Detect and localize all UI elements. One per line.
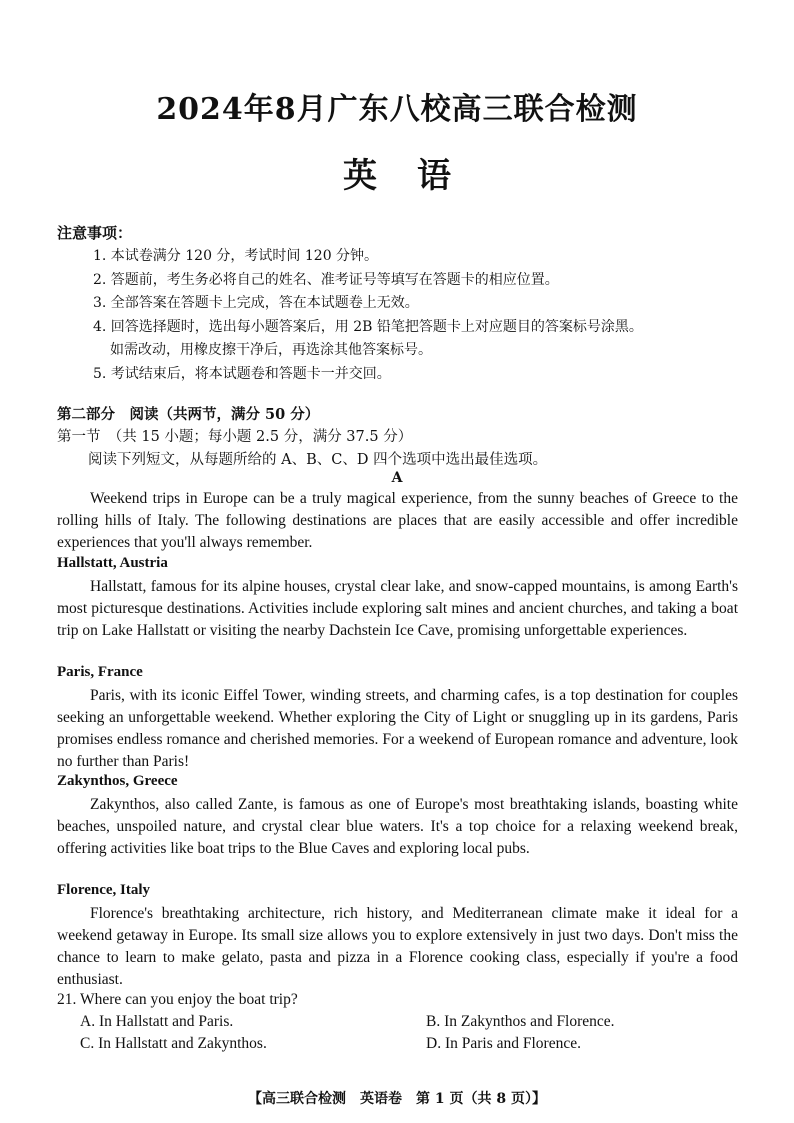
page-footer: 【高三联合检测 英语卷 第 1 页（共 8 页）】 [248,1091,546,1107]
notice-item: 1. 本试卷满分 120 分，考试时间 120 分钟。 [93,248,379,264]
question-21-stem: 21. Where can you enjoy the boat trip? [57,991,298,1008]
destination-heading: Florence, Italy [57,882,151,898]
notice-item: 3. 全部答案在答题卡上完成，答在本试题卷上无效。 [93,295,419,311]
reading-instruction: 阅读下列短文，从每题所给的 A、B、C、D 四个选项中选出最佳选项。 [88,452,548,468]
question-21-option-a: A. In Hallstatt and Paris. [80,1013,234,1030]
destination-paragraph: Paris, with its iconic Eiffel Tower, winding streets, and charming cafes, is a top destination for couples seeking an unforgettable weekend. Whether exploring the City of Light or snuggling up in its gardens, Paris promises endless romance and cherished memories. For a weekend of European romance and adventure, look no further than Paris! [57,687,738,770]
destination-heading: Zakynthos, Greece [57,773,178,789]
section-one-heading: 第一节 （共 15 小题；每小题 2.5 分，满分 37.5 分） [57,429,413,445]
destination-paragraph: Hallstatt, famous for its alpine houses, crystal clear lake, and snow-capped mountains, is among Earth's most picturesque destinations. Activities include exploring salt mines and ancient churches, and taking a boat trip on Lake Hallstatt or visiting the nearby Dachstein Ice Cave, promising unforgettable experiences. [57,578,738,639]
notice-item: 2. 答题前，考生务必将自己的姓名、准考证号等填写在答题卡的相应位置。 [93,271,559,288]
exam-title: 2024年8月广东八校高三联合检测 [156,92,638,127]
notice-heading: 注意事项： [57,224,133,242]
notice-list [93,245,753,386]
notice-item: 5. 考试结束后，将本试题卷和答题卡一并交回。 [93,365,391,382]
question-21-option-c: C. In Hallstatt and Zakynthos. [80,1035,267,1052]
passage-intro: Weekend trips in Europe can be a truly magical experience, from the sunny beaches of Greece to the rolling hills of Italy. The following destinations are places that are easily accessible and offer incredible experiences that you'll always remember. [57,490,738,551]
destination-heading: Paris, France [57,664,143,680]
question-21-option-d: D. In Paris and Florence. [426,1035,581,1052]
notice-item-continuation: 如需改动，用橡皮擦干净后，再选涂其他答案标号。 [110,342,432,358]
destination-paragraph: Zakynthos, also called Zante, is famous as one of Europe's most breathtaking islands, boasting white beaches, unspoiled nature, and crystal clear blue waters. It's a top choice for a relaxing weekend break, offering activities like boat trips to the Blue Caves and exploring local pubs. [57,796,738,857]
destination-paragraph: Florence's breathtaking architecture, rich history, and Mediterranean climate make it ideal for a weekend getaway in Europe. Its small size allows you to explore extensively in just two days. Don't miss the chance to learn to make gelato, pasta and pizza in a Florence cooking class, especially if you're a food enthusiast. [57,905,738,988]
exam-subject: 英语 [343,156,491,196]
part-two-heading: 第二部分 阅读（共两节，满分 50 分） [57,406,320,423]
destination-heading: Hallstatt, Austria [57,555,168,571]
passage-label: A [391,470,403,486]
question-21-option-b: B. In Zakynthos and Florence. [426,1013,615,1030]
notice-item: 4. 回答选择题时，选出每小题答案后，用 2B 铅笔把答题卡上对应题目的答案标号涂黑。 [93,318,643,335]
